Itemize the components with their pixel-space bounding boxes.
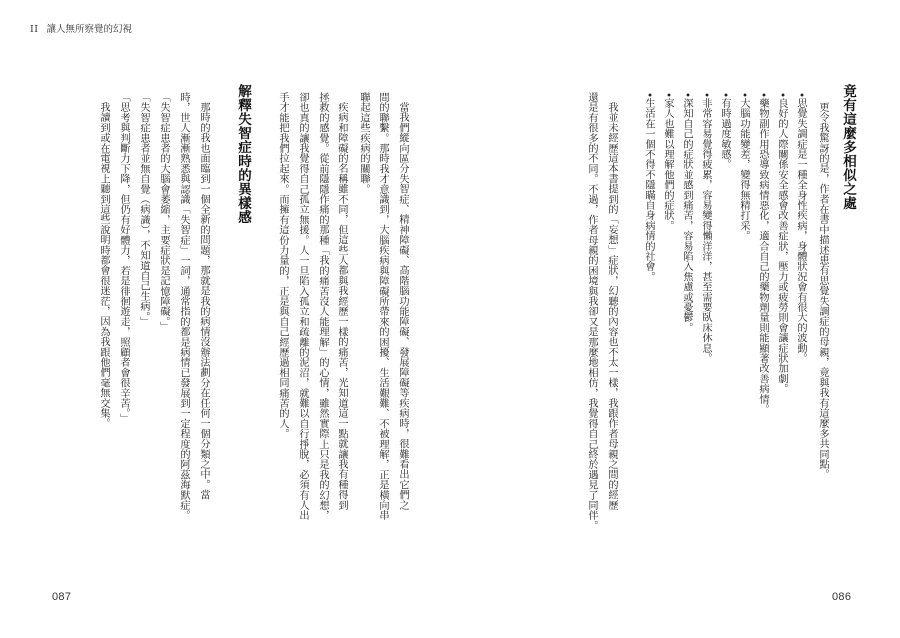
bullet-item: •良好的人際關係安全感會改善症狀，壓力或疲勞則會讓症狀加劇。 <box>776 92 787 394</box>
bullet-item: •思覺失調症是一種全身性疾病，身體狀況會有很大的波動。 <box>795 92 806 364</box>
text-column: 聯起這些疾病的關聯。 <box>358 92 369 194</box>
quote-line: 「失智症患者的大腦會萎縮，主要症狀是記憶障礙。」 <box>158 92 169 332</box>
text-column: 手才能把我們拉起來。而擁有這份力量的，正是與自己經歷過相同痛苦的人。 <box>277 92 288 439</box>
bullet-item: •有時過度敏感。 <box>719 92 730 170</box>
text-column: 我並未經歷這本書提到的「妄想」症狀，幻聽的內容也不太一樣，我跟作者母親之間的經歷 <box>606 102 617 511</box>
section-heading: 竟有這麼多相似之處 <box>840 84 856 210</box>
right-page <box>450 0 900 638</box>
bullet-item: •家人也難以理解他們的症狀。 <box>662 92 673 231</box>
bullet-item: •非常容易覺得疲累，容易變得懶洋洋，甚至需要臥床休息。 <box>700 92 711 364</box>
text-column: 時，世人漸漸熟悉與認識「失智症」一詞，通常指的都是病情已發展到一定程度的阿茲海默症。 <box>178 92 189 521</box>
page-number: 087 <box>52 591 72 603</box>
bullet-item: •藥物副作用恐導致病情惡化，適合自己的藥物劑量則能顯著改善病情。 <box>757 92 768 415</box>
bullet-item: •生活在一個不得不隱瞞自身病情的社會。 <box>643 92 654 282</box>
text-column: 還是有很多的不同。不過，作者母親的困境與我卻又是那麼地相仿，我覺得自己終於遇見了同伴。 <box>586 92 597 531</box>
text-column: 更令我驚訝的是，作者在書中描述患有思覺失調症的母親，竟與我有這麼多共同點。 <box>817 102 828 480</box>
text-column: 疾病和障礙的名稱雖不同，但這些人都與我經歷一樣的痛苦，光知道這一點就讓我有種得到 <box>336 102 347 511</box>
bullet-item: •深知自己的症狀並感到痛苦，容易陷入焦慮或憂鬱。 <box>681 92 692 333</box>
text-column: 我讀到或在電視上聽到這些說明時都會很迷茫，因為我跟他們毫無交集。 <box>98 102 109 429</box>
chapter-title: 讓人無所察覺的幻視 <box>46 24 133 35</box>
quote-line: 「思考與判斷力下降，但仍有好體力，若是徘徊遊走，照顧者會很辛苦。」 <box>118 92 129 424</box>
section-number: II <box>30 24 39 35</box>
page-number: 086 <box>832 591 852 603</box>
running-header <box>30 21 132 35</box>
text-column: 那時的我也面臨到一個全新的問題，那就是我的病情沒辦法劃分在任何一個分類之中。當 <box>198 102 209 500</box>
quote-line: 「失智症患者並無自覺（病識），不知道自己生病。」 <box>138 92 149 327</box>
bullet-item: •大腦功能變差，變得無精打采。 <box>738 92 749 241</box>
text-column: 當我們縱向區分失智症、精神障礙、高階腦功能障礙、發展障礙等疾病時，很難看出它們之 <box>397 102 408 511</box>
text-column: 拯救的感覺。從前隱隱作痛的那種「我的痛苦沒人能理解」的心情，雖然實際上只是我的幻想， <box>317 92 328 521</box>
section-heading: 解釋失智症時的異樣感 <box>235 84 251 224</box>
text-column: 卻也真的讓我覺得自己孤立無援。人一旦陷入孤立和疏離的泥沼，就難以自行掙脫，必須有人出 <box>297 92 308 521</box>
text-column: 間的聯繫。那時我才意識到，大腦疾病與障礙所帶來的困擾、生活艱難、不被理解，正是橫向串 <box>377 92 388 521</box>
